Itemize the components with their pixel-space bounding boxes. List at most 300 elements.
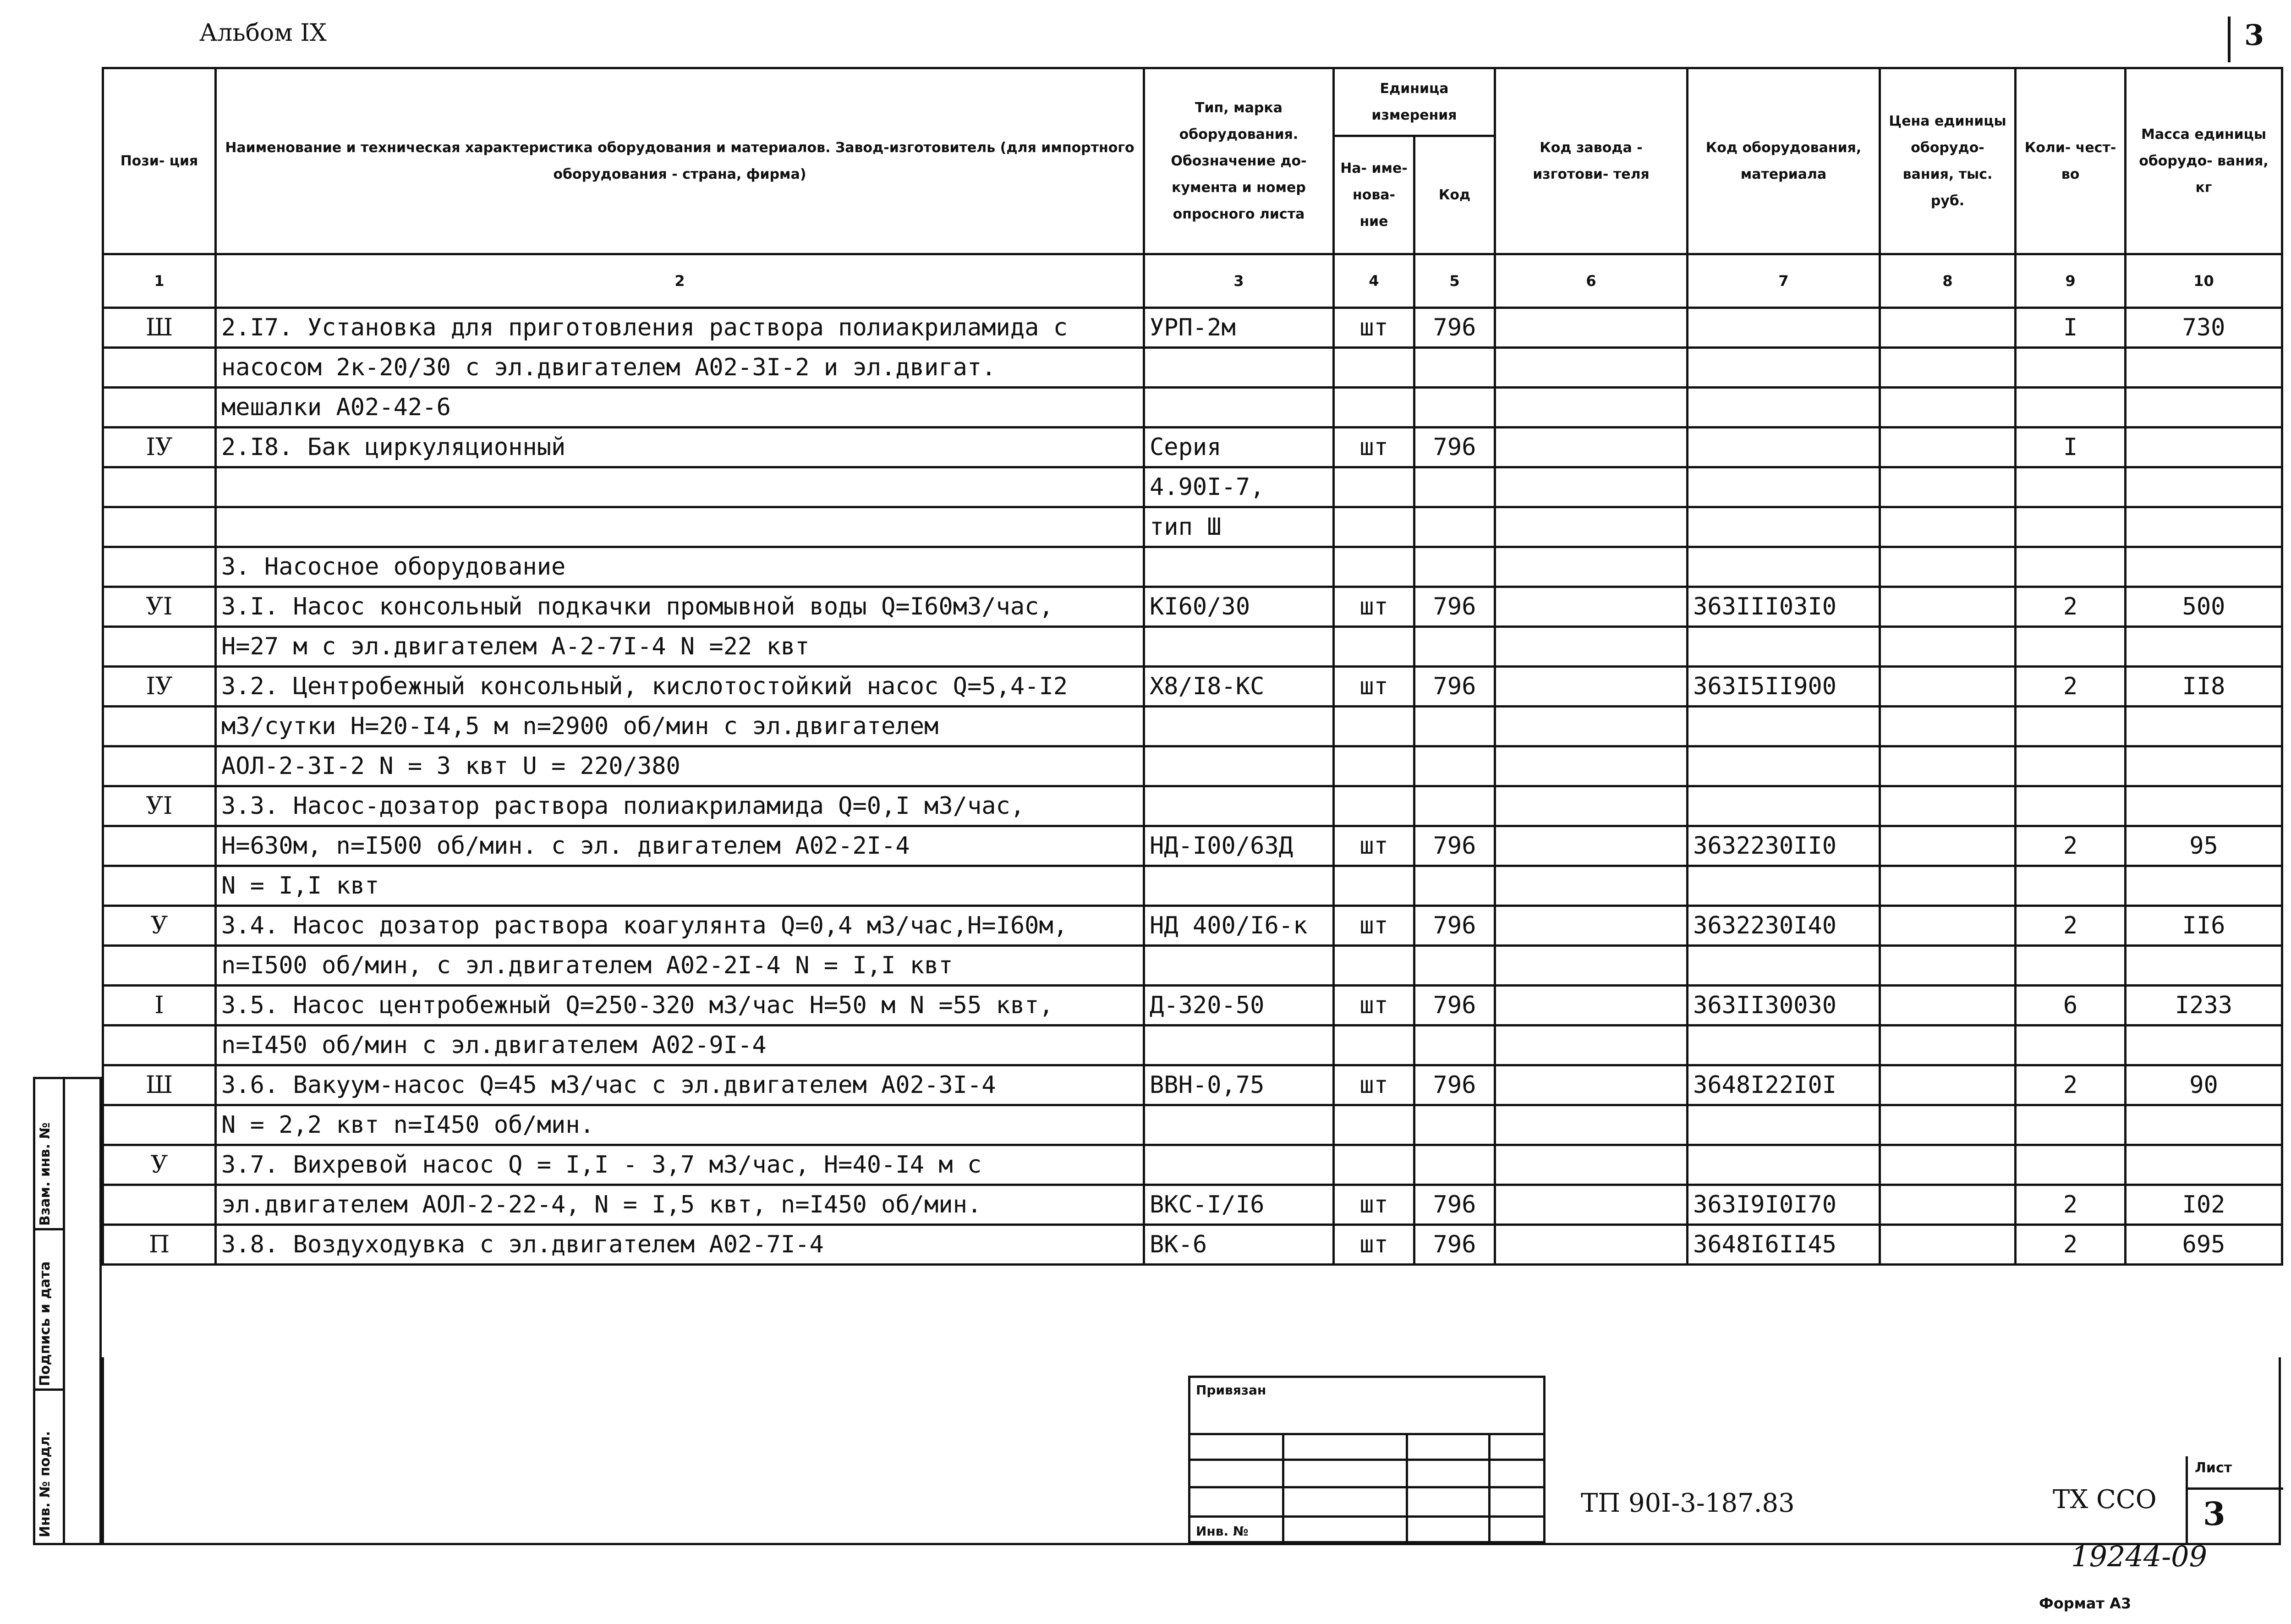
row-position xyxy=(103,746,216,786)
row-unit xyxy=(1334,547,1414,587)
row-quantity xyxy=(2016,507,2126,547)
side-cell-vzam xyxy=(35,1079,63,1230)
row-position xyxy=(103,627,216,667)
row-equipment-code xyxy=(1688,786,1880,826)
row-name: 3.2. Центробежный консольный, кислотостойкий насос Q=5,4-I2 xyxy=(216,667,1144,707)
row-unit: шт xyxy=(1334,1065,1414,1105)
row-unit xyxy=(1334,946,1414,986)
row-factory-code xyxy=(1495,946,1688,986)
row-equipment-code xyxy=(1688,507,1880,547)
row-quantity xyxy=(2016,1026,2126,1065)
table-row xyxy=(103,866,2282,906)
row-equipment-code: 3632230I40 xyxy=(1688,906,1880,946)
col-header-type: Тип, марка оборудования. Обозначение до- кумента и номер опросного листа xyxy=(1144,68,1334,254)
album-title: Альбом IX xyxy=(199,19,327,47)
row-unit xyxy=(1334,467,1414,507)
row-type xyxy=(1144,866,1334,906)
row-type: Х8/I8-КС xyxy=(1144,667,1334,707)
row-mass xyxy=(2126,1105,2282,1145)
row-unit: шт xyxy=(1334,667,1414,707)
row-price xyxy=(1880,587,2016,627)
row-position: У xyxy=(103,1145,216,1185)
row-quantity xyxy=(2016,786,2126,826)
row-name: 3.5. Насос центробежный Q=250-320 м3/час Н=50 м N =55 квт, xyxy=(216,986,1144,1026)
row-name: эл.двигателем АОЛ-2-22-4, N = I,5 квт, n=I450 об/мин. xyxy=(216,1185,1144,1225)
column-number: 5 xyxy=(1414,254,1495,308)
table-row xyxy=(103,1145,2282,1185)
row-unit xyxy=(1334,866,1414,906)
col-header-unit-group: Единица измерения xyxy=(1334,68,1495,136)
row-mass xyxy=(2126,627,2282,667)
row-unit-code xyxy=(1414,746,1495,786)
col-header-price: Цена единицы оборудо- вания, тыс. руб. xyxy=(1880,68,2016,254)
row-quantity xyxy=(2016,746,2126,786)
table-row xyxy=(103,1185,2282,1225)
row-unit-code: 796 xyxy=(1414,986,1495,1026)
row-mass xyxy=(2126,547,2282,587)
row-factory-code xyxy=(1495,1145,1688,1185)
row-unit-code xyxy=(1414,946,1495,986)
row-name: 2.I7. Установка для приготовления раствора полиакриламида с xyxy=(216,308,1144,348)
row-unit: шт xyxy=(1334,906,1414,946)
specification-table xyxy=(102,67,2283,1266)
row-type: Д-320-50 xyxy=(1144,986,1334,1026)
row-price xyxy=(1880,1145,2016,1185)
sheet-label: Лист xyxy=(2195,1460,2232,1476)
table-row xyxy=(103,428,2282,467)
row-position xyxy=(103,1185,216,1225)
row-factory-code xyxy=(1495,1065,1688,1105)
table-body xyxy=(103,308,2282,1265)
row-mass xyxy=(2126,467,2282,507)
column-number: 8 xyxy=(1880,254,2016,308)
table-row xyxy=(103,627,2282,667)
row-unit xyxy=(1334,1105,1414,1145)
row-unit-code xyxy=(1414,1026,1495,1065)
row-equipment-code xyxy=(1688,946,1880,986)
row-position xyxy=(103,1026,216,1065)
row-equipment-code xyxy=(1688,866,1880,906)
row-unit: шт xyxy=(1334,986,1414,1026)
row-factory-code xyxy=(1495,986,1688,1026)
row-position: Ш xyxy=(103,1065,216,1105)
row-name: 2.I8. Бак циркуляционный xyxy=(216,428,1144,467)
side-label-inv: Инв. № подл. xyxy=(37,1431,53,1537)
row-unit-code: 796 xyxy=(1414,1185,1495,1225)
row-unit: шт xyxy=(1334,587,1414,627)
row-unit-code xyxy=(1414,348,1495,388)
row-factory-code xyxy=(1495,1185,1688,1225)
column-number: 10 xyxy=(2126,254,2282,308)
row-quantity xyxy=(2016,348,2126,388)
row-price xyxy=(1880,1105,2016,1145)
row-type xyxy=(1144,786,1334,826)
row-type xyxy=(1144,388,1334,428)
row-factory-code xyxy=(1495,1225,1688,1265)
row-unit-code: 796 xyxy=(1414,667,1495,707)
row-factory-code xyxy=(1495,826,1688,866)
row-unit: шт xyxy=(1334,1225,1414,1265)
table-row xyxy=(103,547,2282,587)
row-price xyxy=(1880,308,2016,348)
row-mass xyxy=(2126,786,2282,826)
row-factory-code xyxy=(1495,507,1688,547)
row-factory-code xyxy=(1495,308,1688,348)
row-equipment-code: 363I5II900 xyxy=(1688,667,1880,707)
page-corner-number: 3 xyxy=(2244,18,2264,52)
row-mass: 500 xyxy=(2126,587,2282,627)
row-mass xyxy=(2126,348,2282,388)
row-equipment-code xyxy=(1688,308,1880,348)
table-row xyxy=(103,467,2282,507)
row-type: ВКС-I/I6 xyxy=(1144,1185,1334,1225)
row-price xyxy=(1880,467,2016,507)
row-mass xyxy=(2126,946,2282,986)
row-name: Н=630м, n=I500 об/мин. с эл. двигателем А02-2I-4 xyxy=(216,826,1144,866)
row-type: 4.90I-7, xyxy=(1144,467,1334,507)
row-price xyxy=(1880,667,2016,707)
row-type xyxy=(1144,707,1334,746)
row-quantity xyxy=(2016,707,2126,746)
row-type xyxy=(1144,547,1334,587)
row-position xyxy=(103,826,216,866)
row-mass: 730 xyxy=(2126,308,2282,348)
row-type: КI60/30 xyxy=(1144,587,1334,627)
row-position xyxy=(103,866,216,906)
row-quantity xyxy=(2016,1105,2126,1145)
row-unit: шт xyxy=(1334,428,1414,467)
row-type xyxy=(1144,627,1334,667)
col-header-unit-code: Код xyxy=(1414,136,1495,254)
row-type: ВВН-0,75 xyxy=(1144,1065,1334,1105)
side-label-podpis: Подпись и дата xyxy=(37,1261,53,1386)
row-unit-code: 796 xyxy=(1414,826,1495,866)
sheet-line xyxy=(2188,1487,2283,1490)
row-factory-code xyxy=(1495,467,1688,507)
table-row xyxy=(103,746,2282,786)
row-type: ВК-6 xyxy=(1144,1225,1334,1265)
table-row xyxy=(103,826,2282,866)
row-factory-code xyxy=(1495,1105,1688,1145)
row-factory-code xyxy=(1495,1026,1688,1065)
row-price xyxy=(1880,547,2016,587)
row-equipment-code: 363I9I0I70 xyxy=(1688,1185,1880,1225)
row-type: НД-I00/63Д xyxy=(1144,826,1334,866)
row-factory-code xyxy=(1495,906,1688,946)
row-factory-code xyxy=(1495,547,1688,587)
row-price xyxy=(1880,786,2016,826)
stamp-line xyxy=(1282,1433,1284,1543)
row-type xyxy=(1144,1105,1334,1145)
row-equipment-code xyxy=(1688,547,1880,587)
row-quantity: I xyxy=(2016,428,2126,467)
row-name: N = I,I квт xyxy=(216,866,1144,906)
inventory-number: 19244-09 xyxy=(2071,1540,2208,1573)
row-mass xyxy=(2126,507,2282,547)
row-unit-code xyxy=(1414,547,1495,587)
col-header-position: Пози- ция xyxy=(103,68,216,254)
binding-stamp xyxy=(1188,1376,1546,1543)
row-name: насосом 2к-20/30 с эл.двигателем А02-3I-2 и эл.двигат. xyxy=(216,348,1144,388)
side-label-vzam: Взам. инв. № xyxy=(37,1122,53,1226)
row-unit: шт xyxy=(1334,1185,1414,1225)
row-price xyxy=(1880,428,2016,467)
row-type: УРП-2м xyxy=(1144,308,1334,348)
row-name: 3.I. Насос консольный подкачки промывной воды Q=I60м3/час, xyxy=(216,587,1144,627)
row-price xyxy=(1880,1185,2016,1225)
row-equipment-code xyxy=(1688,388,1880,428)
row-unit-code: 796 xyxy=(1414,1225,1495,1265)
row-position xyxy=(103,348,216,388)
row-mass xyxy=(2126,428,2282,467)
column-number-row xyxy=(103,254,2282,308)
row-position: I xyxy=(103,986,216,1026)
row-price xyxy=(1880,906,2016,946)
row-quantity xyxy=(2016,946,2126,986)
row-name: АОЛ-2-3I-2 N = 3 квт U = 220/380 xyxy=(216,746,1144,786)
row-quantity xyxy=(2016,388,2126,428)
row-type xyxy=(1144,746,1334,786)
row-unit-code xyxy=(1414,388,1495,428)
row-mass: II6 xyxy=(2126,906,2282,946)
row-equipment-code xyxy=(1688,467,1880,507)
bound-label: Привязан xyxy=(1196,1383,1266,1398)
row-type: Серия xyxy=(1144,428,1334,467)
row-price xyxy=(1880,946,2016,986)
row-quantity xyxy=(2016,627,2126,667)
column-number: 7 xyxy=(1688,254,1880,308)
row-price xyxy=(1880,1225,2016,1265)
row-equipment-code xyxy=(1688,428,1880,467)
col-header-unit-name: На- име- нова- ние xyxy=(1334,136,1414,254)
row-factory-code xyxy=(1495,786,1688,826)
row-equipment-code: 363II30030 xyxy=(1688,986,1880,1026)
row-quantity: 2 xyxy=(2016,826,2126,866)
format-label: Формат А3 xyxy=(2039,1595,2132,1612)
row-equipment-code: 3648I6II45 xyxy=(1688,1225,1880,1265)
col-header-quantity: Коли- чест- во xyxy=(2016,68,2126,254)
row-quantity xyxy=(2016,467,2126,507)
row-mass xyxy=(2126,746,2282,786)
row-name: м3/сутки Н=20-I4,5 м n=2900 об/мин с эл.двигателем xyxy=(216,707,1144,746)
row-name: N = 2,2 квт n=I450 об/мин. xyxy=(216,1105,1144,1145)
row-unit xyxy=(1334,388,1414,428)
document-mark: ТХ ССО xyxy=(2053,1485,2157,1514)
row-factory-code xyxy=(1495,866,1688,906)
row-equipment-code: 3648I22I0I xyxy=(1688,1065,1880,1105)
row-equipment-code xyxy=(1688,1145,1880,1185)
table-row xyxy=(103,667,2282,707)
column-number: 3 xyxy=(1144,254,1334,308)
row-price xyxy=(1880,388,2016,428)
row-factory-code xyxy=(1495,707,1688,746)
row-equipment-code xyxy=(1688,1105,1880,1145)
row-quantity: 2 xyxy=(2016,1185,2126,1225)
row-name: 3. Насосное оборудование xyxy=(216,547,1144,587)
row-unit-code: 796 xyxy=(1414,308,1495,348)
row-quantity xyxy=(2016,866,2126,906)
table-row xyxy=(103,1065,2282,1105)
row-unit xyxy=(1334,348,1414,388)
row-factory-code xyxy=(1495,348,1688,388)
row-name: Н=27 м с эл.двигателем А-2-7I-4 N =22 квт xyxy=(216,627,1144,667)
col-header-equipment-code: Код оборудования, материала xyxy=(1688,68,1880,254)
row-price xyxy=(1880,507,2016,547)
row-type: тип Ш xyxy=(1144,507,1334,547)
row-name: 3.8. Воздуходувка с эл.двигателем А02-7I-4 xyxy=(216,1225,1144,1265)
row-name: 3.4. Насос дозатор раствора коагулянта Q=0,4 м3/час,Н=I60м, xyxy=(216,906,1144,946)
row-unit xyxy=(1334,507,1414,547)
col-header-name: Наименование и техническая характеристика оборудования и материалов. Завод-изготовитель (для импортного оборудования - страна, фирма) xyxy=(216,68,1144,254)
row-factory-code xyxy=(1495,746,1688,786)
row-type: НД 400/I6-к xyxy=(1144,906,1334,946)
row-factory-code xyxy=(1495,627,1688,667)
row-unit-code xyxy=(1414,507,1495,547)
row-unit-code xyxy=(1414,786,1495,826)
row-equipment-code: 3632230II0 xyxy=(1688,826,1880,866)
row-quantity: 2 xyxy=(2016,906,2126,946)
row-price xyxy=(1880,1026,2016,1065)
row-price xyxy=(1880,348,2016,388)
row-quantity: 6 xyxy=(2016,986,2126,1026)
row-unit-code: 796 xyxy=(1414,906,1495,946)
side-divider xyxy=(63,1079,65,1543)
side-stamp xyxy=(33,1077,102,1545)
row-name xyxy=(216,467,1144,507)
row-position: УI xyxy=(103,587,216,627)
row-quantity xyxy=(2016,1145,2126,1185)
row-quantity: I xyxy=(2016,308,2126,348)
row-position xyxy=(103,707,216,746)
row-price xyxy=(1880,1065,2016,1105)
column-number: 2 xyxy=(216,254,1144,308)
row-position xyxy=(103,467,216,507)
row-unit xyxy=(1334,1145,1414,1185)
table-row xyxy=(103,986,2282,1026)
table-row xyxy=(103,906,2282,946)
row-mass: I233 xyxy=(2126,986,2282,1026)
table-row xyxy=(103,1225,2282,1265)
row-type xyxy=(1144,946,1334,986)
row-equipment-code: 363III03I0 xyxy=(1688,587,1880,627)
table-row xyxy=(103,786,2282,826)
row-unit: шт xyxy=(1334,826,1414,866)
row-type xyxy=(1144,1145,1334,1185)
row-quantity xyxy=(2016,547,2126,587)
row-unit-code xyxy=(1414,866,1495,906)
row-unit-code xyxy=(1414,1105,1495,1145)
col-header-mass: Масса единицы оборудо- вания, кг xyxy=(2126,68,2282,254)
row-unit-code xyxy=(1414,467,1495,507)
row-quantity: 2 xyxy=(2016,667,2126,707)
col-header-factory-code: Код завода - изготови- теля xyxy=(1495,68,1688,254)
row-factory-code xyxy=(1495,667,1688,707)
row-position: IУ xyxy=(103,428,216,467)
column-number: 1 xyxy=(103,254,216,308)
corner-divider xyxy=(2228,16,2231,62)
row-unit-code xyxy=(1414,707,1495,746)
column-number: 4 xyxy=(1334,254,1414,308)
row-position xyxy=(103,507,216,547)
sheet-number: 3 xyxy=(2203,1495,2225,1533)
row-type xyxy=(1144,348,1334,388)
row-factory-code xyxy=(1495,587,1688,627)
row-unit xyxy=(1334,627,1414,667)
row-mass: 90 xyxy=(2126,1065,2282,1105)
row-unit xyxy=(1334,707,1414,746)
row-unit xyxy=(1334,786,1414,826)
row-equipment-code xyxy=(1688,1026,1880,1065)
row-position: Ш xyxy=(103,308,216,348)
row-position xyxy=(103,547,216,587)
row-equipment-code xyxy=(1688,348,1880,388)
row-unit: шт xyxy=(1334,308,1414,348)
table-row xyxy=(103,946,2282,986)
table-row xyxy=(103,1026,2282,1065)
table-row xyxy=(103,507,2282,547)
row-mass xyxy=(2126,1145,2282,1185)
stamp-line xyxy=(1488,1433,1491,1543)
side-cell-podpis xyxy=(35,1230,63,1391)
row-factory-code xyxy=(1495,428,1688,467)
row-unit-code xyxy=(1414,1145,1495,1185)
row-mass: II8 xyxy=(2126,667,2282,707)
table-row xyxy=(103,1105,2282,1145)
row-name xyxy=(216,507,1144,547)
table-row xyxy=(103,348,2282,388)
row-price xyxy=(1880,986,2016,1026)
row-name: n=I450 об/мин с эл.двигателем А02-9I-4 xyxy=(216,1026,1144,1065)
row-unit xyxy=(1334,1026,1414,1065)
table-row xyxy=(103,308,2282,348)
row-unit-code xyxy=(1414,627,1495,667)
document-code: ТП 90I-3-187.83 xyxy=(1581,1488,1795,1518)
row-price xyxy=(1880,627,2016,667)
row-mass xyxy=(2126,707,2282,746)
row-position xyxy=(103,388,216,428)
row-unit-code: 796 xyxy=(1414,587,1495,627)
row-mass: I02 xyxy=(2126,1185,2282,1225)
row-equipment-code xyxy=(1688,707,1880,746)
row-price xyxy=(1880,746,2016,786)
row-price xyxy=(1880,866,2016,906)
row-name: 3.6. Вакуум-насос Q=45 м3/час с эл.двигателем А02-3I-4 xyxy=(216,1065,1144,1105)
row-type xyxy=(1144,1026,1334,1065)
row-position: П xyxy=(103,1225,216,1265)
row-name: мешалки А02-42-6 xyxy=(216,388,1144,428)
row-quantity: 2 xyxy=(2016,1065,2126,1105)
table-row xyxy=(103,707,2282,746)
row-price xyxy=(1880,707,2016,746)
row-mass xyxy=(2126,866,2282,906)
row-name: 3.3. Насос-дозатор раствора полиакриламида Q=0,I м3/час, xyxy=(216,786,1144,826)
row-position xyxy=(103,946,216,986)
column-number: 9 xyxy=(2016,254,2126,308)
column-number: 6 xyxy=(1495,254,1688,308)
row-equipment-code xyxy=(1688,746,1880,786)
table-row xyxy=(103,388,2282,428)
row-mass xyxy=(2126,388,2282,428)
row-unit-code: 796 xyxy=(1414,1065,1495,1105)
row-quantity: 2 xyxy=(2016,1225,2126,1265)
row-unit xyxy=(1334,746,1414,786)
row-price xyxy=(1880,826,2016,866)
row-name: n=I500 об/мин, с эл.двигателем А02-2I-4 N = I,I квт xyxy=(216,946,1144,986)
row-position xyxy=(103,1105,216,1145)
row-position: У xyxy=(103,906,216,946)
side-cell-inv xyxy=(35,1391,63,1542)
row-quantity: 2 xyxy=(2016,587,2126,627)
